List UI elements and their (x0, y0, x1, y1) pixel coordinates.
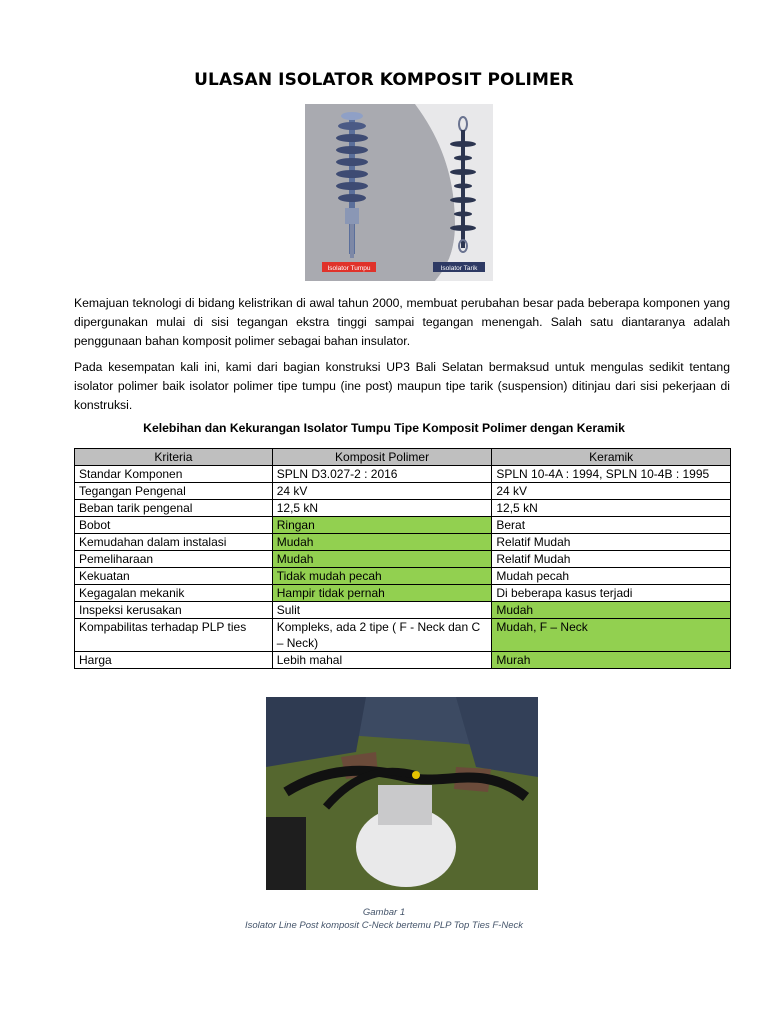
cell-keramik: Berat (492, 517, 731, 534)
cell-keramik: Di beberapa kasus terjadi (492, 585, 731, 602)
cell-komposit-polimer: Ringan (272, 517, 492, 534)
table-row (75, 534, 731, 551)
cell-komposit-polimer: Mudah (272, 534, 492, 551)
table-caption: Kelebihan dan Kekurangan Isolator Tumpu Tipe Komposit Polimer dengan Keramik (143, 421, 625, 435)
cell-kriteria: Bobot (75, 517, 273, 534)
cell-komposit-polimer: Tidak mudah pecah (272, 568, 492, 585)
cell-komposit-polimer: Kompleks, ada 2 tipe ( F - Neck dan C – Neck) (272, 619, 492, 652)
cell-kriteria: Harga (75, 652, 273, 669)
cell-keramik: 24 kV (492, 483, 731, 500)
label-isolator-tarik: Isolator Tarik (440, 265, 478, 272)
cell-kriteria: Kompabilitas terhadap PLP ties (75, 619, 273, 652)
cell-komposit-polimer: 12,5 kN (272, 500, 492, 517)
label-isolator-tumpu: Isolator Tumpu (327, 265, 371, 272)
cell-kriteria: Beban tarik pengenal (75, 500, 273, 517)
table-row (75, 517, 731, 534)
table-row (75, 466, 731, 483)
comparison-table (74, 448, 731, 669)
cell-kriteria: Kekuatan (75, 568, 273, 585)
document-title: ULASAN ISOLATOR KOMPOSIT POLIMER (194, 70, 574, 90)
cell-kriteria: Standar Komponen (75, 466, 273, 483)
cell-kriteria: Pemeliharaan (75, 551, 273, 568)
table-row (75, 619, 731, 652)
cell-komposit-polimer: Mudah (272, 551, 492, 568)
header-komposit-polimer: Komposit Polimer (272, 449, 492, 466)
cell-kriteria: Kemudahan dalam instalasi (75, 534, 273, 551)
cell-komposit-polimer: Lebih mahal (272, 652, 492, 669)
paragraph-2: Pada kesempatan kali ini, kami dari bagian konstruksi UP3 Bali Selatan bermaksud untuk mengulas sedikit tentang isolator polimer baik isolator polimer tipe tumpu (ine post) maupun tipe tarik (suspension) ditinjau dari sisi pekerjaan di konstruksi. (74, 360, 730, 412)
field-photo (266, 697, 538, 890)
table-row (75, 551, 731, 568)
cell-kriteria: Tegangan Pengenal (75, 483, 273, 500)
table-row (75, 652, 731, 669)
cell-komposit-polimer: Sulit (272, 602, 492, 619)
cell-kriteria: Kegagalan mekanik (75, 585, 273, 602)
header-keramik: Keramik (492, 449, 731, 466)
cell-keramik: Mudah pecah (492, 568, 731, 585)
table-row (75, 483, 731, 500)
figure-number: Gambar 1 (362, 907, 406, 918)
cell-keramik: Relatif Mudah (492, 534, 731, 551)
header-kriteria: Kriteria (75, 449, 273, 466)
cell-komposit-polimer: Hampir tidak pernah (272, 585, 492, 602)
cell-keramik: Relatif Mudah (492, 551, 731, 568)
table-row (75, 585, 731, 602)
paragraph-1: Kemajuan teknologi di bidang kelistrikan di awal tahun 2000, membuat perubahan besar pada beberapa komponen yang dipergunakan mulai di sisi tegangan ekstra tinggi sampai tegangan menengah. Salah satu diantaranya adalah penggunaan bahan komposit polimer sebagai bahan insulator. (74, 296, 730, 348)
cell-keramik: SPLN 10-4A : 1994, SPLN 10-4B : 1995 (492, 466, 731, 483)
cell-kriteria: Inspeksi kerusakan (75, 602, 273, 619)
cell-keramik: Murah (492, 652, 731, 669)
cell-komposit-polimer: 24 kV (272, 483, 492, 500)
figure-caption: Isolator Line Post komposit C-Neck bertemu PLP Top Ties F-Neck (245, 920, 523, 931)
cell-komposit-polimer: SPLN D3.027-2 : 2016 (272, 466, 492, 483)
cell-keramik: 12,5 kN (492, 500, 731, 517)
insulator-photo (305, 104, 493, 281)
table-row (75, 568, 731, 585)
table-row (75, 602, 731, 619)
cell-keramik: Mudah (492, 602, 731, 619)
cell-keramik: Mudah, F – Neck (492, 619, 731, 652)
table-header-row (75, 449, 731, 466)
table-row (75, 500, 731, 517)
